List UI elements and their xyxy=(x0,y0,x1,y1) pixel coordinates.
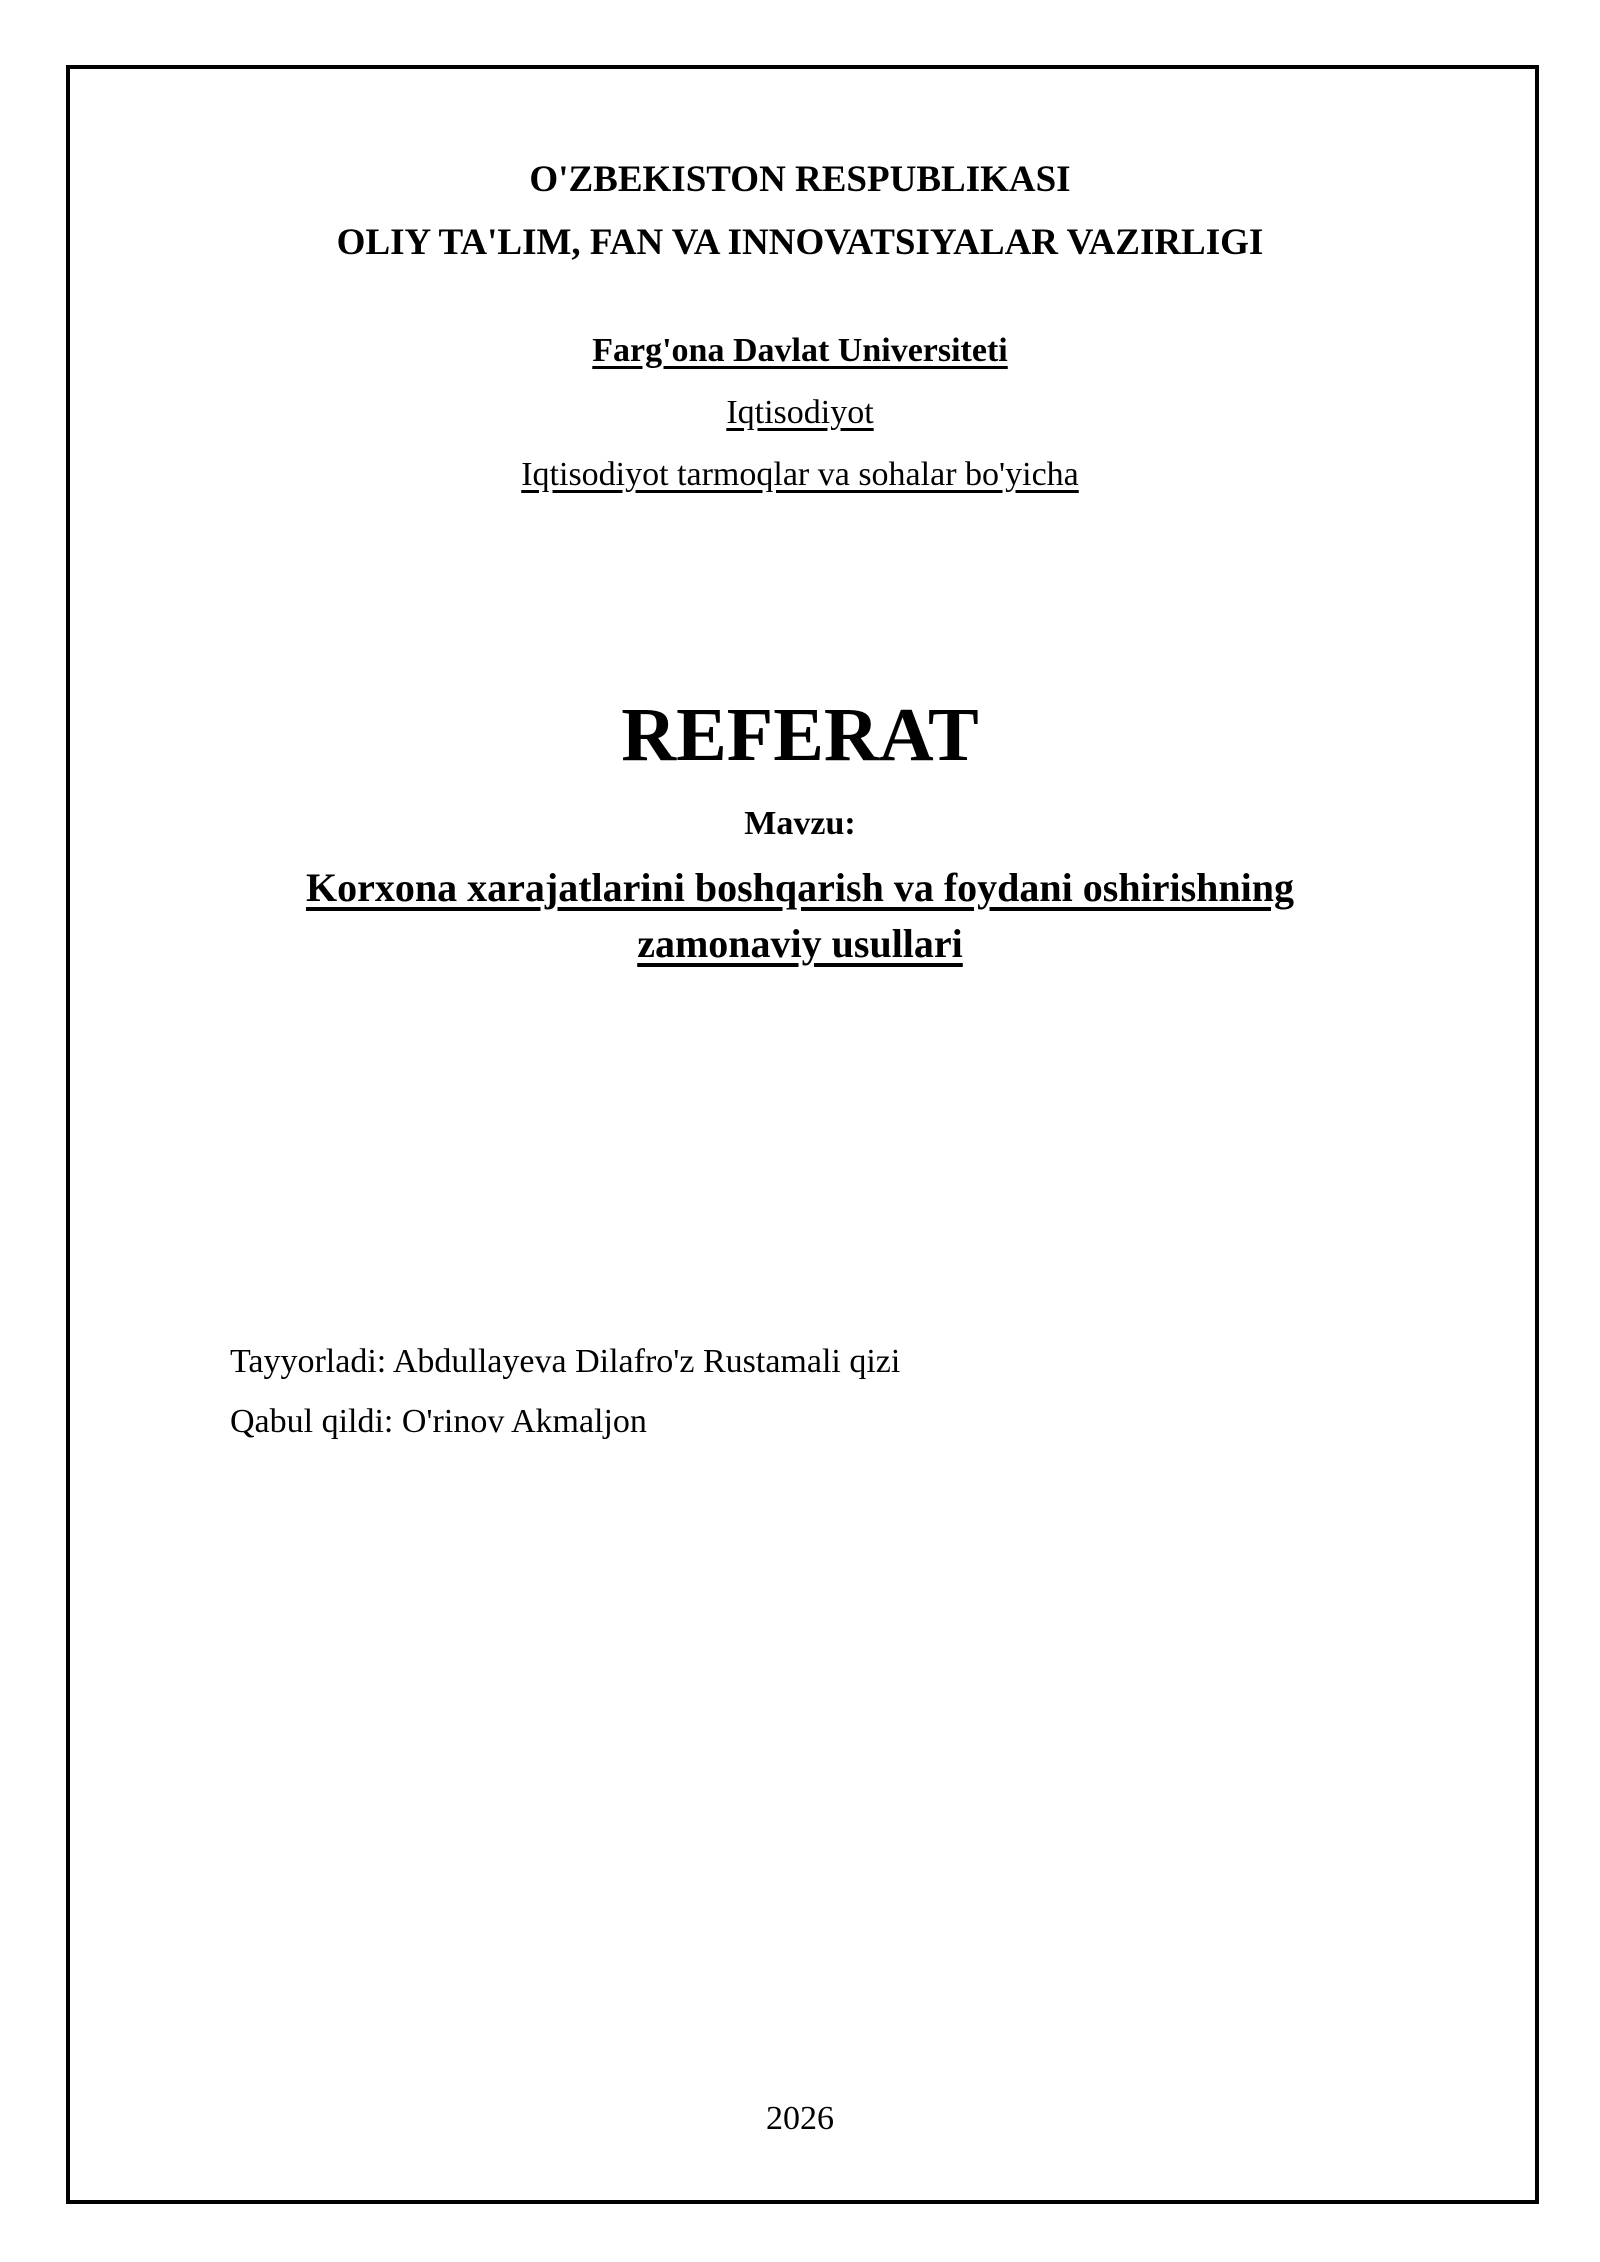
ministry-header xyxy=(0,148,1600,274)
department-name: Iqtisodiyot tarmoqlar va sohalar bo'yicha xyxy=(521,456,1079,493)
topic-label: Mavzu: xyxy=(744,805,856,842)
topic-title xyxy=(0,860,1600,972)
country-title: O'ZBEKISTON RESPUBLIKASI xyxy=(529,159,1071,200)
page-border xyxy=(66,65,1539,2204)
topic-title-line-1: Korxona xarajatlarini boshqarish va foydani oshirishning xyxy=(306,865,1294,910)
accepted-by: Qabul qildi: O'rinov Akmaljon xyxy=(230,1403,647,1440)
topic-title-line-2: zamonaviy usullari xyxy=(637,921,963,966)
year: 2026 xyxy=(766,2100,834,2137)
ministry-title: OLIY TA'LIM, FAN VA INNOVATSIYALAR VAZIRLIGI xyxy=(336,222,1264,263)
faculty-name: Iqtisodiyot xyxy=(726,394,874,431)
university-name: Farg'ona Davlat Universiteti xyxy=(592,332,1008,369)
document-type-title: REFERAT xyxy=(621,693,979,777)
prepared-by: Tayyorladi: Abdullayeva Dilafro'z Rustamali qizi xyxy=(230,1343,901,1380)
